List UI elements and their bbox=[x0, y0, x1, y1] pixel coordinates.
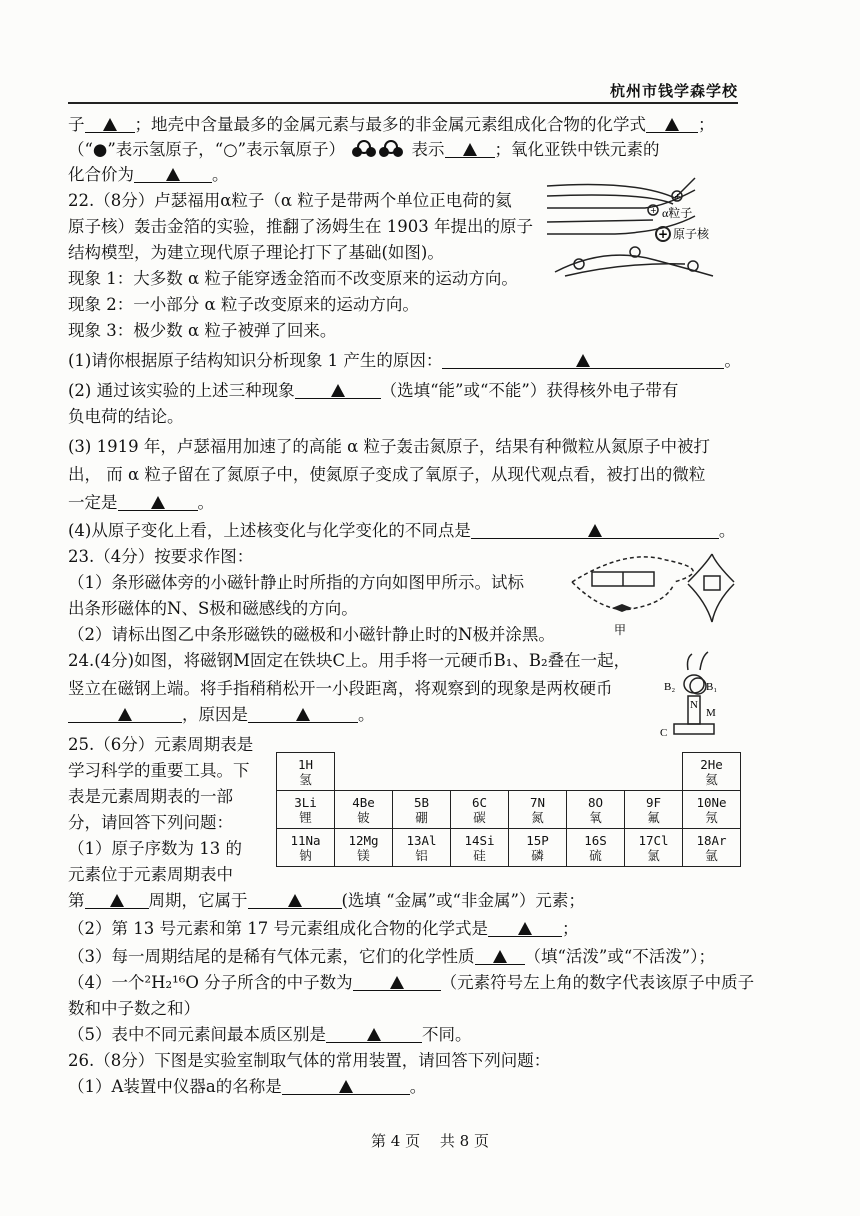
answer-blank[interactable] bbox=[471, 520, 719, 539]
svg-text:+: + bbox=[650, 206, 657, 215]
q25-line-12 bbox=[68, 1024, 472, 1046]
element-cell: 16S 硫 bbox=[567, 829, 625, 867]
text: 化合价为 bbox=[68, 165, 134, 184]
nucleus-label: 原子核 bbox=[673, 227, 710, 241]
text: （4）一个²H₂¹⁶O 分子所含的中子数为 bbox=[68, 973, 353, 992]
text: （5）表中不同元素间最本质区别是 bbox=[68, 1025, 326, 1044]
m-label: M bbox=[706, 707, 716, 719]
q24-line-3 bbox=[68, 704, 375, 726]
triangle-icon bbox=[576, 354, 590, 367]
page-footer: 第 4 页 共 8 页 bbox=[371, 1132, 489, 1150]
element-cell: 8O 氧 bbox=[567, 791, 625, 829]
q23-line-2: （1）条形磁体旁的小磁针静止时所指的方向如图甲所示。试标 bbox=[68, 573, 524, 592]
answer-blank[interactable] bbox=[85, 890, 149, 909]
triangle-icon bbox=[288, 894, 302, 907]
answer-blank[interactable] bbox=[248, 890, 342, 909]
text: ； bbox=[698, 115, 715, 134]
text: 子 bbox=[68, 115, 85, 134]
q25-line-9 bbox=[68, 946, 715, 968]
text: 。 bbox=[358, 705, 375, 724]
element-cell: 17Cl 氯 bbox=[625, 829, 683, 867]
q22-phen-1: 现象 1：大多数 α 粒子能穿透金箔而不改变原来的运动方向。 bbox=[68, 269, 518, 288]
q25-line-4: 分，请回答下列问题： bbox=[68, 813, 233, 832]
text: （选填“能”或“不能”）获得核外电子带有 bbox=[380, 381, 679, 400]
q22-sub-3a: (3) 1919 年，卢瑟福用加速了的高能 α 粒子轰击氮原子，结果有种微粒从氮原子中被打 bbox=[68, 437, 710, 456]
q22-sub-3b: 出， 而 α 粒子留在了氮原子中，使氮原子变成了氧原子，从现代观点看，被打出的微粒 bbox=[68, 465, 706, 484]
answer-blank[interactable] bbox=[326, 1024, 422, 1043]
element-cell: 7N 氮 bbox=[509, 791, 567, 829]
element-cell: 14Si 硅 bbox=[451, 829, 509, 867]
element-cell: 5B 硼 bbox=[393, 791, 451, 829]
table-row bbox=[277, 829, 741, 867]
text: （1）A装置中仪器a的名称是 bbox=[68, 1077, 282, 1096]
magnet-figures bbox=[566, 552, 738, 638]
answer-blank[interactable] bbox=[488, 918, 562, 937]
q22-sub-3c bbox=[68, 492, 214, 514]
school-name: 杭州市钱学森学校 bbox=[609, 82, 738, 100]
text: ，原因是 bbox=[182, 705, 248, 724]
answer-blank[interactable] bbox=[442, 350, 724, 369]
q22-line-1: 22.（8分）卢瑟福用α粒子（α 粒子是带两个单位正电荷的氦 bbox=[68, 191, 512, 210]
triangle-icon bbox=[151, 496, 165, 509]
answer-blank[interactable] bbox=[118, 492, 198, 511]
triangle-icon bbox=[103, 118, 117, 131]
svg-text:+: + bbox=[658, 227, 669, 241]
text: 。 bbox=[718, 521, 736, 540]
text: （元素符号左上角的数字代表该原子中质子 bbox=[440, 973, 755, 992]
text: (4)从原子变化上看，上述核变化与化学变化的不同点是 bbox=[68, 521, 471, 540]
element-cell: 1H 氢 bbox=[277, 753, 335, 791]
c-label: C bbox=[660, 727, 668, 739]
text: （填“活泼”或“不活泼”）； bbox=[524, 947, 715, 966]
answer-blank[interactable] bbox=[282, 1076, 410, 1095]
triangle-icon bbox=[463, 143, 477, 156]
b2-label: B₂ bbox=[664, 681, 676, 693]
element-cell: 6C 碳 bbox=[451, 791, 509, 829]
q25-line-11: 数和中子数之和） bbox=[68, 999, 200, 1018]
q21-line-1 bbox=[68, 114, 715, 136]
element-cell: 15P 磷 bbox=[509, 829, 567, 867]
q23-line-1: 23.（4分）按要求作图： bbox=[68, 547, 254, 566]
alpha-scattering-figure bbox=[545, 176, 717, 280]
triangle-icon bbox=[493, 950, 507, 963]
triangle-icon bbox=[339, 1080, 353, 1093]
q25-line-7 bbox=[68, 890, 585, 912]
element-cell: 4Be 铍 bbox=[335, 791, 393, 829]
table-gap bbox=[335, 753, 683, 791]
molecule-icon bbox=[350, 139, 406, 159]
q25-line-5: （1）原子序数为 13 的 bbox=[68, 839, 242, 858]
q25-line-8 bbox=[68, 918, 578, 940]
alpha-label: α粒子 bbox=[662, 206, 693, 220]
triangle-icon bbox=[588, 524, 602, 537]
q25-line-10 bbox=[68, 972, 754, 994]
answer-blank[interactable] bbox=[295, 380, 381, 399]
q21-line-2 bbox=[68, 139, 660, 161]
text: ； bbox=[561, 919, 579, 938]
text: 。 bbox=[212, 165, 229, 184]
q22-sub-1 bbox=[68, 350, 741, 372]
q23-line-4: （2）请标出图乙中条形磁铁的磁极和小磁针静止时的N极并涂黑。 bbox=[68, 625, 555, 644]
triangle-icon bbox=[367, 1028, 381, 1041]
element-cell: 10Ne 氖 bbox=[683, 791, 741, 829]
figure-jia-label: 甲 bbox=[614, 623, 627, 637]
element-cell: 3Li 锂 bbox=[277, 791, 335, 829]
q22-phen-2: 现象 2：一小部分 α 粒子改变原来的运动方向。 bbox=[68, 295, 419, 314]
text: 周期，它属于 bbox=[148, 891, 248, 910]
triangle-icon bbox=[390, 976, 404, 989]
text: ；氧化亚铁中铁元素的 bbox=[494, 140, 660, 159]
answer-blank[interactable] bbox=[445, 139, 495, 158]
b1-label: B₁ bbox=[706, 681, 718, 693]
element-cell: 2He 氦 bbox=[683, 753, 741, 791]
q23-line-3: 出条形磁体的N、S极和磁感线的方向。 bbox=[68, 599, 358, 618]
triangle-icon bbox=[166, 168, 180, 181]
text: 表示 bbox=[411, 140, 445, 159]
text: （“●”表示氢原子，“○”表示氧原子） bbox=[68, 140, 346, 159]
element-cell: 18Ar 氩 bbox=[683, 829, 741, 867]
text: 。 bbox=[197, 493, 214, 512]
triangle-icon bbox=[518, 922, 532, 935]
coin-magnet-figure bbox=[660, 650, 740, 744]
q22-phen-3: 现象 3：极少数 α 粒子被弹了回来。 bbox=[68, 321, 337, 340]
q22-sub-2 bbox=[68, 380, 678, 402]
q22-line-3: 结构模型，为建立现代原子理论打下了基础(如图)。 bbox=[68, 243, 444, 262]
answer-blank[interactable] bbox=[353, 972, 441, 991]
element-cell: 11Na 钠 bbox=[277, 829, 335, 867]
q21-line-3 bbox=[68, 164, 229, 186]
svg-text:+: + bbox=[674, 192, 681, 201]
text: ；地壳中含量最多的金属元素与最多的非金属元素组成化合物的化学式 bbox=[134, 115, 646, 134]
q22-line-2: 原子核）轰击金箔的实验，推翻了汤姆生在 1903 年提出的原子 bbox=[68, 217, 533, 236]
answer-blank[interactable] bbox=[68, 704, 182, 723]
answer-blank[interactable] bbox=[646, 114, 698, 133]
text: (选填 “金属”或“非金属”）元素； bbox=[341, 891, 585, 910]
triangle-icon bbox=[296, 708, 310, 721]
text: （3）每一周期结尾的是稀有气体元素，它们的化学性质 bbox=[68, 947, 475, 966]
q25-line-6: 元素位于元素周期表中 bbox=[68, 865, 233, 884]
triangle-icon bbox=[118, 708, 132, 721]
q26-line-1: 26.（8分）下图是实验室制取气体的常用装置，请回答下列问题： bbox=[68, 1051, 551, 1070]
triangle-icon bbox=[110, 894, 124, 907]
text: 不同。 bbox=[422, 1025, 472, 1044]
answer-blank[interactable] bbox=[134, 164, 212, 183]
element-cell: 12Mg 镁 bbox=[335, 829, 393, 867]
q24-line-1: 24.(4分)如图，将磁钢M固定在铁块C上。用手将一元硬币B₁、B₂叠在一起， bbox=[68, 651, 631, 670]
table-row bbox=[277, 791, 741, 829]
text: 一定是 bbox=[68, 493, 118, 512]
triangle-icon bbox=[331, 384, 345, 397]
text: （2）第 13 号元素和第 17 号元素组成化合物的化学式是 bbox=[68, 919, 488, 938]
answer-blank[interactable] bbox=[475, 946, 525, 965]
q22-sub-2b: 负电荷的结论。 bbox=[68, 407, 184, 426]
table-row bbox=[277, 753, 741, 791]
q25-line-3: 表是元素周期表的一部 bbox=[68, 787, 233, 806]
answer-blank[interactable] bbox=[248, 704, 358, 723]
q26-line-2 bbox=[68, 1076, 426, 1098]
text: (1)请你根据原子结构知识分析现象 1 产生的原因： bbox=[68, 351, 443, 370]
element-cell: 13Al 铝 bbox=[393, 829, 451, 867]
q25-line-2: 学习科学的重要工具。下 bbox=[68, 761, 250, 780]
answer-blank[interactable] bbox=[85, 114, 135, 133]
q22-sub-4 bbox=[68, 520, 735, 542]
periodic-table bbox=[276, 752, 741, 867]
triangle-icon bbox=[665, 118, 679, 131]
text: (2) 通过该实验的上述三种现象 bbox=[68, 381, 295, 400]
q25-line-1: 25.（6分）元素周期表是 bbox=[68, 735, 254, 754]
header-rule bbox=[68, 102, 738, 104]
text: 第 bbox=[68, 891, 85, 910]
q24-line-2: 竖立在磁钢上端。将手指稍稍松开一小段距离，将观察到的现象是两枚硬币 bbox=[68, 679, 613, 698]
text: 。 bbox=[409, 1077, 427, 1096]
text: 。 bbox=[724, 351, 741, 370]
n-label: N bbox=[690, 699, 698, 711]
element-cell: 9F 氟 bbox=[625, 791, 683, 829]
